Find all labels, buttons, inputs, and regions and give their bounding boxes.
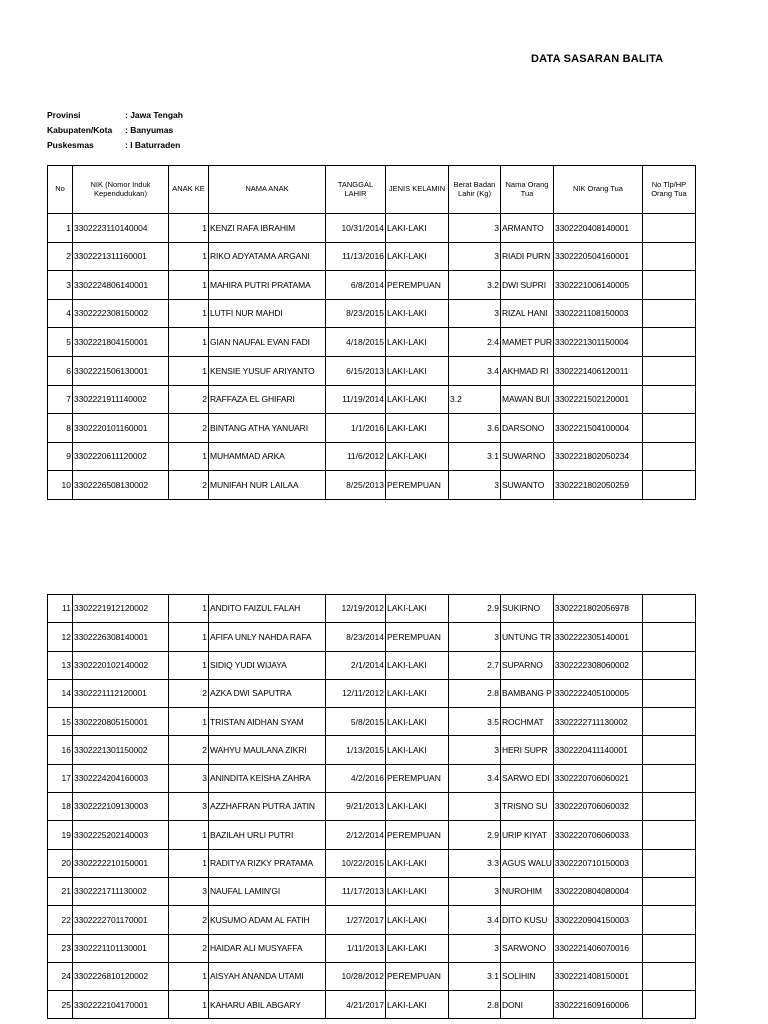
nama-anak-cell: TRISTAN AIDHAN SYAM [209, 708, 326, 736]
nik-orang-tua-cell: 3302220904150003 [553, 906, 642, 934]
table-row [48, 906, 696, 934]
table-row [48, 299, 696, 328]
berat-badan-cell: 3.4 [449, 764, 501, 792]
tanggal-lahir-cell: 6/8/2014 [326, 271, 386, 300]
nama-orang-tua-cell: DWI SUPRI [501, 271, 554, 300]
table-row [48, 679, 696, 707]
jenis-kelamin-cell: LAKI-LAKI [386, 736, 449, 764]
col-header-nama-anak: NAMA ANAK [209, 166, 326, 214]
nik-orang-tua-cell: 3302221301150004 [553, 328, 642, 357]
row-number: 16 [48, 736, 73, 764]
anak-ke-cell: 1 [169, 214, 209, 243]
anak-ke-cell: 3 [169, 764, 209, 792]
row-number: 3 [48, 271, 73, 300]
tanggal-lahir-cell: 8/25/2013 [326, 471, 386, 500]
jenis-kelamin-cell: PEREMPUAN [386, 821, 449, 849]
table-row [48, 214, 696, 243]
tanggal-lahir-cell: 4/18/2015 [326, 328, 386, 357]
nama-orang-tua-cell: SUKIRNO [501, 595, 554, 623]
table-row [48, 708, 696, 736]
row-number: 23 [48, 934, 73, 962]
table-row [48, 736, 696, 764]
berat-badan-cell: 3.5 [449, 708, 501, 736]
nik-cell: 3302222701170001 [73, 906, 169, 934]
tanggal-lahir-cell: 11/19/2014 [326, 385, 386, 414]
jenis-kelamin-cell: PEREMPUAN [386, 764, 449, 792]
nama-anak-cell: HAIDAR ALI MUSYAFFA [209, 934, 326, 962]
nama-anak-cell: LUTFI NUR MAHDI [209, 299, 326, 328]
no-tlp-cell [642, 356, 695, 385]
no-tlp-cell [642, 934, 695, 962]
document-title: DATA SASARAN BALITA [531, 53, 664, 65]
anak-ke-cell: 3 [169, 793, 209, 821]
nik-cell: 3302223110140004 [73, 214, 169, 243]
nama-anak-cell: RIKO ADYATAMA ARGANI [209, 242, 326, 271]
balita-table-page1 [47, 165, 696, 500]
nik-cell: 3302222308150002 [73, 299, 169, 328]
row-number: 2 [48, 242, 73, 271]
no-tlp-cell [642, 242, 695, 271]
nama-orang-tua-cell: RIADI PURN [501, 242, 554, 271]
jenis-kelamin-cell: LAKI-LAKI [386, 991, 449, 1019]
anak-ke-cell: 2 [169, 906, 209, 934]
tanggal-lahir-cell: 1/27/2017 [326, 906, 386, 934]
nama-orang-tua-cell: SOLIHIN [501, 962, 554, 990]
no-tlp-cell [642, 214, 695, 243]
nama-orang-tua-cell: MAMET PUR [501, 328, 554, 357]
nama-orang-tua-cell: BAMBANG P [501, 679, 554, 707]
nama-orang-tua-cell: DARSONO [501, 414, 554, 443]
nama-anak-cell: KENSIE YUSUF ARIYANTO [209, 356, 326, 385]
nama-anak-cell: BINTANG ATHA YANUARI [209, 414, 326, 443]
anak-ke-cell: 1 [169, 991, 209, 1019]
jenis-kelamin-cell: PEREMPUAN [386, 471, 449, 500]
no-tlp-cell [642, 821, 695, 849]
table-row [48, 849, 696, 877]
col-header-tanggal-lahir: TANGGAL LAHIR [326, 166, 386, 214]
row-number: 20 [48, 849, 73, 877]
anak-ke-cell: 1 [169, 708, 209, 736]
table-row [48, 793, 696, 821]
nik-cell: 3302221101130001 [73, 934, 169, 962]
jenis-kelamin-cell: LAKI-LAKI [386, 442, 449, 471]
nama-anak-cell: AZZHAFRAN PUTRA JATIN [209, 793, 326, 821]
nik-orang-tua-cell: 3302222305140001 [553, 623, 642, 651]
berat-badan-cell: 3.2 [449, 385, 501, 414]
nik-orang-tua-cell: 3302222405100005 [553, 679, 642, 707]
jenis-kelamin-cell: LAKI-LAKI [386, 385, 449, 414]
table-row [48, 651, 696, 679]
nama-anak-cell: AISYAH ANANDA UTAMI [209, 962, 326, 990]
col-header-jenis-kelamin: JENIS KELAMIN [386, 166, 449, 214]
row-number: 14 [48, 679, 73, 707]
nik-orang-tua-cell: 3302220411140001 [553, 736, 642, 764]
no-tlp-cell [642, 271, 695, 300]
nik-orang-tua-cell: 3302221802050234 [553, 442, 642, 471]
nik-orang-tua-cell: 3302222711130002 [553, 708, 642, 736]
no-tlp-cell [642, 679, 695, 707]
row-number: 15 [48, 708, 73, 736]
berat-badan-cell: 3.3 [449, 849, 501, 877]
nama-orang-tua-cell: HERI SUPR [501, 736, 554, 764]
nik-orang-tua-cell: 3302220504160001 [553, 242, 642, 271]
berat-badan-cell: 3 [449, 299, 501, 328]
nik-orang-tua-cell: 3302220706060032 [553, 793, 642, 821]
berat-badan-cell: 3.6 [449, 414, 501, 443]
row-number: 25 [48, 991, 73, 1019]
table-row [48, 991, 696, 1019]
row-number: 17 [48, 764, 73, 792]
jenis-kelamin-cell: LAKI-LAKI [386, 708, 449, 736]
col-header-nama-orang-tua: Nama Orang Tua [501, 166, 554, 214]
table-row [48, 414, 696, 443]
nik-orang-tua-cell: 3302221502120001 [553, 385, 642, 414]
jenis-kelamin-cell: LAKI-LAKI [386, 906, 449, 934]
no-tlp-cell [642, 414, 695, 443]
row-number: 21 [48, 877, 73, 905]
table-row [48, 764, 696, 792]
tanggal-lahir-cell: 1/13/2015 [326, 736, 386, 764]
nik-cell: 3302221912120002 [73, 595, 169, 623]
nik-cell: 3302221711130002 [73, 877, 169, 905]
anak-ke-cell: 1 [169, 328, 209, 357]
col-header-nik-orang-tua: NIK Orang Tua [553, 166, 642, 214]
no-tlp-cell [642, 442, 695, 471]
no-tlp-cell [642, 849, 695, 877]
tanggal-lahir-cell: 10/28/2012 [326, 962, 386, 990]
row-number: 9 [48, 442, 73, 471]
row-number: 1 [48, 214, 73, 243]
no-tlp-cell [642, 595, 695, 623]
row-number: 22 [48, 906, 73, 934]
meta-label: Kabupaten/Kota [47, 125, 113, 135]
nik-cell: 3302226308140001 [73, 623, 169, 651]
anak-ke-cell: 2 [169, 934, 209, 962]
nik-cell: 3302221112120001 [73, 679, 169, 707]
nik-cell: 3302221301150002 [73, 736, 169, 764]
nik-orang-tua-cell: 3302221408150001 [553, 962, 642, 990]
nik-orang-tua-cell: 3302221802056978 [553, 595, 642, 623]
table-row [48, 385, 696, 414]
jenis-kelamin-cell: LAKI-LAKI [386, 595, 449, 623]
nama-anak-cell: BAZILAH URLI PUTRI [209, 821, 326, 849]
nik-cell: 3302220102140002 [73, 651, 169, 679]
berat-badan-cell: 3 [449, 736, 501, 764]
nik-cell: 3302220101160001 [73, 414, 169, 443]
nama-orang-tua-cell: SUWARNO [501, 442, 554, 471]
nik-orang-tua-cell: 3302220706060033 [553, 821, 642, 849]
nama-orang-tua-cell: URIP KIYAT [501, 821, 554, 849]
table-row [48, 821, 696, 849]
tanggal-lahir-cell: 1/11/2013 [326, 934, 386, 962]
nik-orang-tua-cell: 3302221108150003 [553, 299, 642, 328]
tanggal-lahir-cell: 4/2/2016 [326, 764, 386, 792]
col-header-berat-badan: Berat Badan Lahir (Kg) [449, 166, 501, 214]
nik-orang-tua-cell: 3302220710150003 [553, 849, 642, 877]
tanggal-lahir-cell: 12/19/2012 [326, 595, 386, 623]
nama-orang-tua-cell: ROCHMAT [501, 708, 554, 736]
nik-cell: 3302221311160001 [73, 242, 169, 271]
nama-anak-cell: NAUFAL LAMIN'GI [209, 877, 326, 905]
nama-orang-tua-cell: SUWANTO [501, 471, 554, 500]
tanggal-lahir-cell: 8/23/2015 [326, 299, 386, 328]
jenis-kelamin-cell: LAKI-LAKI [386, 242, 449, 271]
nama-anak-cell: ANDITO FAIZUL FALAH [209, 595, 326, 623]
nama-orang-tua-cell: SARWONO [501, 934, 554, 962]
nama-anak-cell: KUSUMO ADAM AL FATIH [209, 906, 326, 934]
nama-anak-cell: RADITYA RIZKY PRATAMA [209, 849, 326, 877]
nik-orang-tua-cell: 3302220804080004 [553, 877, 642, 905]
berat-badan-cell: 3 [449, 877, 501, 905]
nik-cell: 3302224806140001 [73, 271, 169, 300]
row-number: 13 [48, 651, 73, 679]
anak-ke-cell: 2 [169, 414, 209, 443]
anak-ke-cell: 2 [169, 736, 209, 764]
balita-table-page2 [47, 594, 696, 1019]
meta-label: Puskesmas [47, 140, 94, 150]
tanggal-lahir-cell: 11/6/2012 [326, 442, 386, 471]
tanggal-lahir-cell: 11/17/2013 [326, 877, 386, 905]
table-row [48, 962, 696, 990]
anak-ke-cell: 1 [169, 442, 209, 471]
row-number: 11 [48, 595, 73, 623]
nik-orang-tua-cell: 3302220706060021 [553, 764, 642, 792]
nama-orang-tua-cell: RIZAL HANI [501, 299, 554, 328]
nama-orang-tua-cell: AKHMAD RI [501, 356, 554, 385]
jenis-kelamin-cell: LAKI-LAKI [386, 877, 449, 905]
anak-ke-cell: 1 [169, 821, 209, 849]
nama-orang-tua-cell: AGUS WALU [501, 849, 554, 877]
nama-orang-tua-cell: ARMANTO [501, 214, 554, 243]
anak-ke-cell: 1 [169, 242, 209, 271]
no-tlp-cell [642, 623, 695, 651]
jenis-kelamin-cell: PEREMPUAN [386, 623, 449, 651]
anak-ke-cell: 2 [169, 471, 209, 500]
meta-label: Provinsi [47, 110, 81, 120]
anak-ke-cell: 2 [169, 385, 209, 414]
no-tlp-cell [642, 328, 695, 357]
table-row [48, 877, 696, 905]
anak-ke-cell: 1 [169, 849, 209, 877]
no-tlp-cell [642, 764, 695, 792]
no-tlp-cell [642, 877, 695, 905]
no-tlp-cell [642, 651, 695, 679]
berat-badan-cell: 3.4 [449, 906, 501, 934]
berat-badan-cell: 3 [449, 242, 501, 271]
berat-badan-cell: 2.8 [449, 991, 501, 1019]
col-header-anak-ke: ANAK KE [169, 166, 209, 214]
nama-anak-cell: SIDIQ YUDI WIJAYA [209, 651, 326, 679]
jenis-kelamin-cell: LAKI-LAKI [386, 328, 449, 357]
no-tlp-cell [642, 736, 695, 764]
nik-cell: 3302225202140003 [73, 821, 169, 849]
col-header-no: No [48, 166, 73, 214]
row-number: 19 [48, 821, 73, 849]
meta-value: : Jawa Tengah [125, 110, 183, 120]
nama-anak-cell: MAHIRA PUTRI PRATAMA [209, 271, 326, 300]
anak-ke-cell: 1 [169, 271, 209, 300]
row-number: 12 [48, 623, 73, 651]
row-number: 18 [48, 793, 73, 821]
berat-badan-cell: 2.8 [449, 679, 501, 707]
nik-orang-tua-cell: 3302221406070016 [553, 934, 642, 962]
nik-cell: 3302226810120002 [73, 962, 169, 990]
nama-anak-cell: KENZI RAFA IBRAHIM [209, 214, 326, 243]
tanggal-lahir-cell: 10/22/2015 [326, 849, 386, 877]
nik-orang-tua-cell: 3302220408140001 [553, 214, 642, 243]
nama-orang-tua-cell: TRISNO SU [501, 793, 554, 821]
nik-orang-tua-cell: 3302222308060002 [553, 651, 642, 679]
berat-badan-cell: 3.1 [449, 962, 501, 990]
tanggal-lahir-cell: 10/31/2014 [326, 214, 386, 243]
nik-orang-tua-cell: 3302221006140005 [553, 271, 642, 300]
anak-ke-cell: 1 [169, 962, 209, 990]
nik-orang-tua-cell: 3302221406120011 [553, 356, 642, 385]
no-tlp-cell [642, 385, 695, 414]
nama-anak-cell: MUHAMMAD ARKA [209, 442, 326, 471]
berat-badan-cell: 3 [449, 623, 501, 651]
anak-ke-cell: 2 [169, 679, 209, 707]
tanggal-lahir-cell: 5/8/2015 [326, 708, 386, 736]
berat-badan-cell: 3 [449, 934, 501, 962]
col-header-no-tlp: No Tlp/HP Orang Tua [642, 166, 695, 214]
nama-anak-cell: AZKA DWI SAPUTRA [209, 679, 326, 707]
anak-ke-cell: 1 [169, 595, 209, 623]
nama-orang-tua-cell: UNTUNG TR [501, 623, 554, 651]
table-row [48, 442, 696, 471]
jenis-kelamin-cell: LAKI-LAKI [386, 414, 449, 443]
nama-orang-tua-cell: MAWAN BUI [501, 385, 554, 414]
nama-anak-cell: GIAN NAUFAL EVAN FADI [209, 328, 326, 357]
tanggal-lahir-cell: 2/12/2014 [326, 821, 386, 849]
berat-badan-cell: 2.4 [449, 328, 501, 357]
nik-cell: 3302222104170001 [73, 991, 169, 1019]
row-number: 4 [48, 299, 73, 328]
row-number: 5 [48, 328, 73, 357]
jenis-kelamin-cell: LAKI-LAKI [386, 356, 449, 385]
berat-badan-cell: 3.2 [449, 271, 501, 300]
nama-orang-tua-cell: SUPARNO [501, 651, 554, 679]
nama-anak-cell: ANINDITA KEISHA ZAHRA [209, 764, 326, 792]
berat-badan-cell: 3 [449, 793, 501, 821]
table-row [48, 934, 696, 962]
row-number: 10 [48, 471, 73, 500]
table-row [48, 471, 696, 500]
no-tlp-cell [642, 991, 695, 1019]
anak-ke-cell: 1 [169, 356, 209, 385]
row-number: 8 [48, 414, 73, 443]
jenis-kelamin-cell: LAKI-LAKI [386, 793, 449, 821]
nik-orang-tua-cell: 3302221802050259 [553, 471, 642, 500]
tanggal-lahir-cell: 1/1/2016 [326, 414, 386, 443]
jenis-kelamin-cell: PEREMPUAN [386, 271, 449, 300]
tanggal-lahir-cell: 9/21/2013 [326, 793, 386, 821]
row-number: 6 [48, 356, 73, 385]
nama-anak-cell: AFIFA UNLY NAHDA RAFA [209, 623, 326, 651]
nik-cell: 3302221804150001 [73, 328, 169, 357]
berat-badan-cell: 2.9 [449, 595, 501, 623]
col-header-nik: NIK (Nomor Induk Kependudukan) [73, 166, 169, 214]
nik-cell: 3302220611120002 [73, 442, 169, 471]
berat-badan-cell: 2.7 [449, 651, 501, 679]
jenis-kelamin-cell: PEREMPUAN [386, 962, 449, 990]
nama-orang-tua-cell: DITO KUSU [501, 906, 554, 934]
nama-anak-cell: RAFFAZA EL GHIFARI [209, 385, 326, 414]
tanggal-lahir-cell: 2/1/2014 [326, 651, 386, 679]
berat-badan-cell: 3.1 [449, 442, 501, 471]
row-number: 24 [48, 962, 73, 990]
table-row [48, 242, 696, 271]
jenis-kelamin-cell: LAKI-LAKI [386, 214, 449, 243]
row-number: 7 [48, 385, 73, 414]
tanggal-lahir-cell: 4/21/2017 [326, 991, 386, 1019]
nik-orang-tua-cell: 3302221504100004 [553, 414, 642, 443]
berat-badan-cell: 3 [449, 471, 501, 500]
meta-value: : Banyumas [125, 125, 174, 135]
anak-ke-cell: 3 [169, 877, 209, 905]
berat-badan-cell: 2.9 [449, 821, 501, 849]
no-tlp-cell [642, 708, 695, 736]
table-row [48, 328, 696, 357]
table-row [48, 271, 696, 300]
nik-orang-tua-cell: 3302221609160006 [553, 991, 642, 1019]
tanggal-lahir-cell: 6/15/2013 [326, 356, 386, 385]
jenis-kelamin-cell: LAKI-LAKI [386, 934, 449, 962]
berat-badan-cell: 3 [449, 214, 501, 243]
nama-anak-cell: KAHARU ABIL ABGARY [209, 991, 326, 1019]
tanggal-lahir-cell: 8/23/2014 [326, 623, 386, 651]
nik-cell: 3302220805150001 [73, 708, 169, 736]
nik-cell: 3302222109130003 [73, 793, 169, 821]
nama-orang-tua-cell: DONI [501, 991, 554, 1019]
table-row [48, 595, 696, 623]
no-tlp-cell [642, 962, 695, 990]
no-tlp-cell [642, 299, 695, 328]
no-tlp-cell [642, 906, 695, 934]
nama-anak-cell: MUNIFAH NUR LAILAA [209, 471, 326, 500]
jenis-kelamin-cell: LAKI-LAKI [386, 299, 449, 328]
table-row [48, 356, 696, 385]
tanggal-lahir-cell: 11/13/2016 [326, 242, 386, 271]
no-tlp-cell [642, 793, 695, 821]
anak-ke-cell: 1 [169, 623, 209, 651]
nik-cell: 3302222210150001 [73, 849, 169, 877]
nik-cell: 3302221911140002 [73, 385, 169, 414]
table-row [48, 623, 696, 651]
anak-ke-cell: 1 [169, 299, 209, 328]
jenis-kelamin-cell: LAKI-LAKI [386, 651, 449, 679]
nik-cell: 3302221506130001 [73, 356, 169, 385]
berat-badan-cell: 3.4 [449, 356, 501, 385]
nama-anak-cell: WAHYU MAULANA ZIKRI [209, 736, 326, 764]
meta-value: : I Baturraden [125, 140, 181, 150]
nama-orang-tua-cell: SARWO EDI [501, 764, 554, 792]
nik-cell: 3302224204160003 [73, 764, 169, 792]
anak-ke-cell: 1 [169, 651, 209, 679]
jenis-kelamin-cell: LAKI-LAKI [386, 679, 449, 707]
jenis-kelamin-cell: LAKI-LAKI [386, 849, 449, 877]
nama-orang-tua-cell: NUROHIM [501, 877, 554, 905]
nik-cell: 3302226508130002 [73, 471, 169, 500]
tanggal-lahir-cell: 12/11/2012 [326, 679, 386, 707]
table-header-row [48, 166, 696, 214]
no-tlp-cell [642, 471, 695, 500]
